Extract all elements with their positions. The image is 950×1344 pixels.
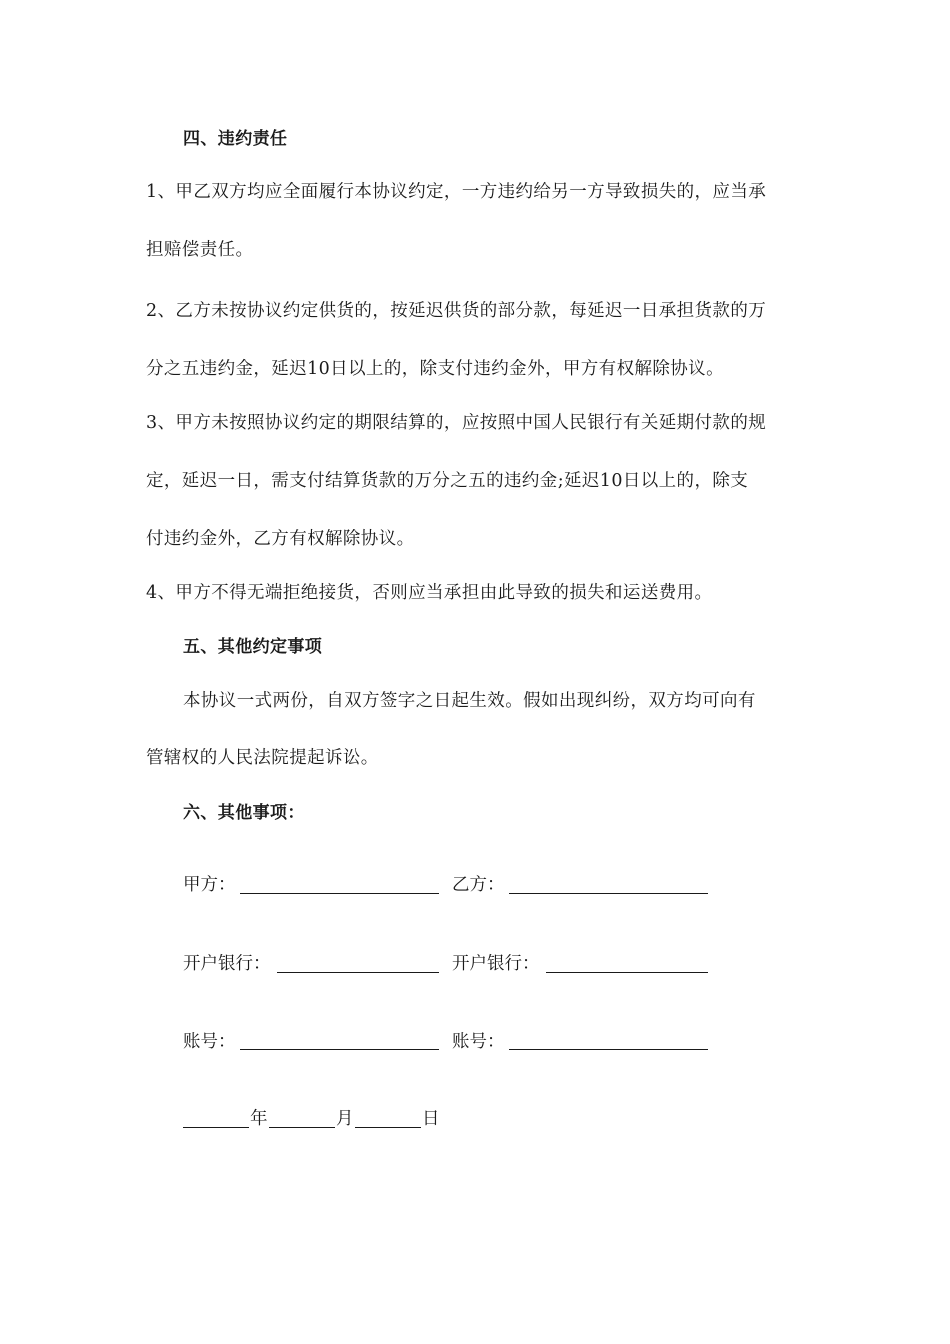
- section-4-heading: 四、违约责任: [183, 129, 288, 149]
- day-label: 日: [422, 1109, 440, 1129]
- month-label: 月: [336, 1109, 354, 1129]
- bank-b-label: 开户银行：: [452, 954, 540, 974]
- section-5-line-2: 管辖权的人民法院提起诉讼。: [146, 748, 379, 768]
- section-4-line-5: 3、甲方未按照协议约定的期限结算的，应按照中国人民银行有关延期付款的规: [146, 413, 767, 433]
- account-b-label: 账号：: [452, 1032, 505, 1052]
- day-blank[interactable]: [355, 1127, 421, 1128]
- section-4-line-2: 担赔偿责任。: [146, 240, 254, 260]
- bank-a-label: 开户银行：: [183, 954, 271, 974]
- bank-a-blank[interactable]: [277, 972, 439, 973]
- section-5-heading: 五、其他约定事项: [183, 637, 323, 657]
- section-4-line-8: 4、甲方不得无端拒绝接货，否则应当承担由此导致的损失和运送费用。: [146, 583, 713, 603]
- party-b-label: 乙方：: [452, 875, 505, 895]
- section-4-line-7: 付违约金外，乙方有权解除协议。: [146, 529, 415, 549]
- section-6-heading: 六、其他事项：: [183, 803, 305, 823]
- bank-b-blank[interactable]: [546, 972, 708, 973]
- year-label: 年: [250, 1109, 268, 1129]
- month-blank[interactable]: [269, 1127, 335, 1128]
- section-4-line-6: 定，延迟一日，需支付结算货款的万分之五的违约金;延迟10日以上的，除支: [146, 471, 749, 491]
- section-4-line-1: 1、甲乙双方均应全面履行本协议约定，一方违约给另一方导致损失的，应当承: [146, 182, 767, 202]
- account-b-blank[interactable]: [509, 1049, 708, 1050]
- party-b-blank[interactable]: [509, 893, 708, 894]
- year-blank[interactable]: [183, 1127, 249, 1128]
- account-a-label: 账号：: [183, 1032, 236, 1052]
- party-a-blank[interactable]: [240, 893, 439, 894]
- section-4-line-4: 分之五违约金，延迟10日以上的，除支付违约金外，甲方有权解除协议。: [146, 359, 724, 379]
- party-a-label: 甲方：: [183, 875, 236, 895]
- account-a-blank[interactable]: [240, 1049, 439, 1050]
- section-5-line-1: 本协议一式两份，自双方签字之日起生效。假如出现纠纷，双方均可向有: [183, 691, 756, 711]
- section-4-line-3: 2、乙方未按协议约定供货的，按延迟供货的部分款，每延迟一日承担货款的万: [146, 301, 767, 321]
